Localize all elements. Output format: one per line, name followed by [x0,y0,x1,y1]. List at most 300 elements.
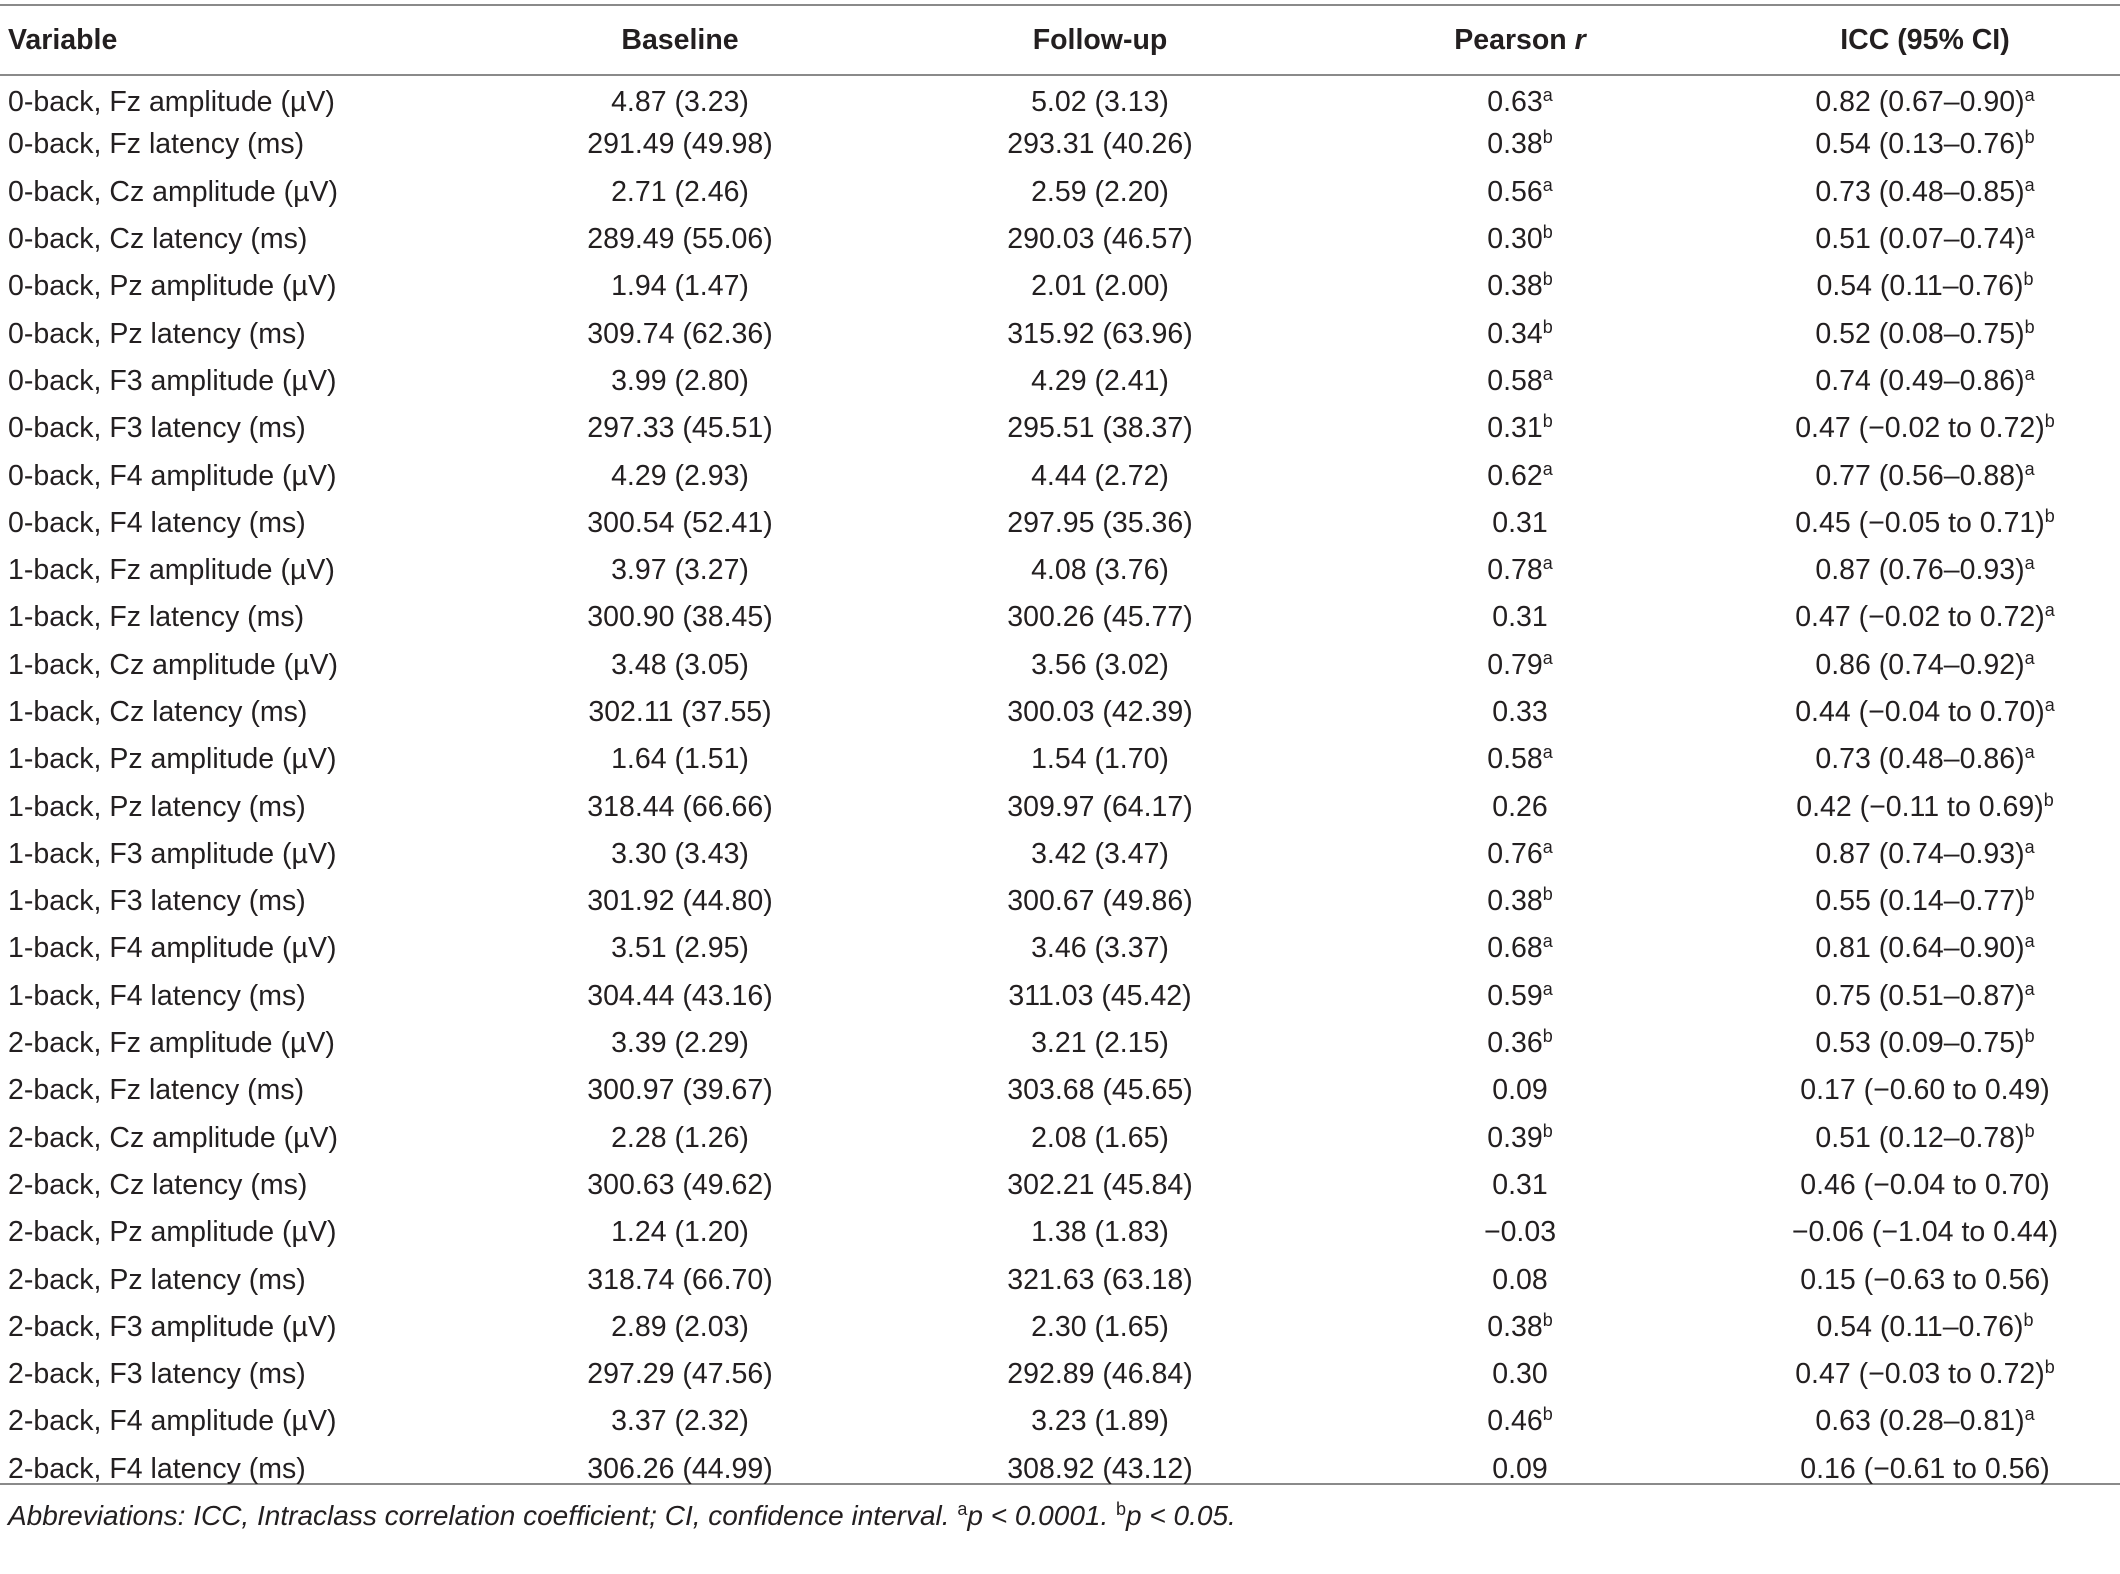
cell-icc [1730,1020,2120,1067]
icc-value: 0.73 (0.48–0.86) [1815,743,2025,776]
pearson-value: 0.09 [1492,1452,1548,1485]
pearson-value: 0.09 [1492,1074,1548,1107]
baseline-value: 3.48 (3.05) [611,648,749,681]
pearson-value: 0.34 [1487,317,1543,350]
cell-pearson [1310,547,1730,594]
baseline-value: 3.30 (3.43) [611,837,749,870]
pearson-value: 0.38 [1487,885,1543,918]
cell-baseline [470,878,890,925]
pearson-significance: a [1542,174,1553,195]
followup-value: 295.51 (38.37) [1007,412,1193,445]
cell-followup [890,500,1310,547]
table-row [0,500,2120,547]
header-pearson-text: Pearson [1454,23,1575,56]
cell-icc [1730,973,2120,1020]
cell-pearson [1310,1209,1730,1256]
baseline-value: 301.92 (44.80) [587,885,773,918]
cell-icc [1730,263,2120,310]
cell-followup [890,1351,1310,1398]
variable-text: 0-back, Pz latency (ms) [8,317,306,350]
cell-baseline [470,1020,890,1067]
table-row [0,1115,2120,1162]
cell-followup [890,925,1310,972]
table-row [0,925,2120,972]
header-row [0,6,2120,74]
icc-value: 0.82 (0.67–0.90) [1815,86,2025,119]
header-followup: Follow-up [1032,23,1168,56]
cell-variable [0,169,470,216]
cell-variable [0,216,470,263]
variable-text: 2-back, Pz amplitude (µV) [8,1216,337,1249]
table-row [0,1256,2120,1303]
icc-value: 0.47 (−0.03 to 0.72) [1795,1358,2045,1391]
variable-text: 1-back, Fz amplitude (µV) [8,554,335,587]
icc-value: 0.86 (0.74–0.92) [1815,648,2025,681]
table-row [0,310,2120,357]
pearson-value: 0.08 [1492,1263,1548,1296]
cell-variable [0,1067,470,1114]
pearson-value: 0.76 [1487,837,1543,870]
cell-followup [890,358,1310,405]
footnote-note-a: p < 0.0001. [967,1500,1117,1531]
table-row [0,689,2120,736]
cell-baseline [470,310,890,357]
cell-variable [0,783,470,830]
cell-followup [890,783,1310,830]
icc-value: 0.54 (0.11–0.76) [1816,270,2024,303]
baseline-value: 3.51 (2.95) [611,932,749,965]
reliability-table [0,6,2120,1493]
cell-pearson [1310,1304,1730,1351]
cell-followup [890,310,1310,357]
cell-baseline [470,689,890,736]
cell-icc [1730,405,2120,452]
cell-variable [0,736,470,783]
cell-variable [0,1304,470,1351]
baseline-value: 4.29 (2.93) [611,459,749,492]
variable-text: 1-back, Cz latency (ms) [8,696,308,728]
cell-baseline [470,831,890,878]
cell-followup [890,1020,1310,1067]
icc-significance: b [2043,789,2054,810]
icc-value: 0.77 (0.56–0.88) [1815,459,2025,492]
cell-icc [1730,1067,2120,1114]
table-row [0,594,2120,641]
variable-text: 2-back, F3 latency (ms) [8,1358,306,1391]
table-row [0,1304,2120,1351]
variable-text: 1-back, F3 latency (ms) [8,885,306,918]
followup-value: 300.26 (45.77) [1007,601,1193,634]
table-footnote [8,1500,1236,1532]
followup-value: 300.03 (42.39) [1007,696,1193,728]
pearson-value: 0.30 [1492,1358,1548,1391]
header-baseline: Baseline [621,23,739,56]
cell-icc [1730,358,2120,405]
pearson-value: 0.38 [1487,270,1543,303]
variable-text: 1-back, Pz latency (ms) [8,790,306,823]
icc-significance: b [2044,411,2055,432]
icc-value: 0.55 (0.14–0.77) [1815,885,2025,918]
cell-followup [890,1398,1310,1445]
pearson-significance: a [1542,85,1553,106]
variable-text: 2-back, Pz latency (ms) [8,1263,306,1296]
followup-value: 4.08 (3.76) [1031,554,1169,587]
icc-significance: b [2024,127,2035,148]
cell-icc [1730,500,2120,547]
variable-text: 1-back, F4 latency (ms) [8,979,306,1012]
cell-icc [1730,452,2120,499]
cell-pearson [1310,358,1730,405]
variable-text: 1-back, F4 amplitude (µV) [8,932,337,965]
cell-icc [1730,547,2120,594]
icc-value: 0.47 (−0.02 to 0.72) [1795,412,2045,445]
pearson-value: 0.59 [1487,979,1543,1012]
pearson-significance: a [1542,458,1553,479]
variable-text: 0-back, F4 latency (ms) [8,506,306,539]
cell-followup [890,973,1310,1020]
cell-icc [1730,169,2120,216]
table-row [0,783,2120,830]
pearson-value: 0.78 [1487,554,1543,587]
followup-value: 1.38 (1.83) [1031,1216,1169,1249]
icc-significance: b [2023,1309,2034,1330]
cell-followup [890,169,1310,216]
cell-icc [1730,1398,2120,1445]
pearson-significance: b [1542,411,1553,432]
pearson-value: 0.58 [1487,364,1543,397]
cell-icc [1730,1256,2120,1303]
icc-significance: a [2024,174,2035,195]
pearson-value: 0.46 [1487,1405,1543,1438]
icc-value: 0.73 (0.48–0.85) [1815,175,2025,208]
cell-baseline [470,263,890,310]
cell-followup [890,736,1310,783]
variable-text: 0-back, F3 latency (ms) [8,412,306,445]
followup-value: 290.03 (46.57) [1007,223,1193,256]
pearson-significance: b [1542,269,1553,290]
followup-value: 311.03 (45.42) [1008,979,1192,1012]
cell-icc [1730,642,2120,689]
cell-pearson [1310,831,1730,878]
pearson-significance: a [1542,742,1553,763]
cell-pearson [1310,736,1730,783]
cell-variable [0,405,470,452]
baseline-value: 300.90 (38.45) [587,601,773,634]
icc-value: 0.52 (0.08–0.75) [1815,317,2025,350]
baseline-value: 2.71 (2.46) [611,175,749,208]
baseline-value: 4.87 (3.23) [611,86,749,119]
pearson-significance: a [1542,553,1553,574]
cell-pearson [1310,263,1730,310]
cell-followup [890,1446,1310,1493]
cell-followup [890,1304,1310,1351]
baseline-value: 1.94 (1.47) [611,270,749,303]
cell-pearson [1310,1398,1730,1445]
table-row [0,1067,2120,1114]
followup-value: 300.67 (49.86) [1007,885,1193,918]
variable-text: 1-back, F3 amplitude (µV) [8,837,337,870]
followup-value: 2.01 (2.00) [1031,270,1169,303]
followup-value: 321.63 (63.18) [1007,1263,1193,1296]
cell-baseline [470,169,890,216]
cell-pearson [1310,594,1730,641]
pearson-significance: a [1542,363,1553,384]
baseline-value: 3.97 (3.27) [611,554,749,587]
cell-icc [1730,1115,2120,1162]
cell-variable [0,1351,470,1398]
cell-variable [0,1020,470,1067]
cell-baseline [470,74,890,121]
icc-significance: a [2044,600,2055,621]
icc-significance: a [2024,1404,2035,1425]
pearson-significance: b [1542,1120,1553,1141]
baseline-value: 318.74 (66.70) [587,1263,773,1296]
cell-icc [1730,1162,2120,1209]
cell-variable [0,1256,470,1303]
pearson-value: 0.38 [1487,1310,1543,1343]
cell-followup [890,74,1310,121]
followup-value: 2.30 (1.65) [1031,1310,1169,1343]
table-row [0,1209,2120,1256]
cell-followup [890,547,1310,594]
header-variable: Variable [8,23,118,56]
followup-value: 4.44 (2.72) [1031,459,1169,492]
cell-variable [0,594,470,641]
variable-text: 0-back, Fz amplitude (µV) [8,86,335,119]
pearson-value: 0.62 [1487,459,1543,492]
cell-followup [890,1067,1310,1114]
cell-followup [890,689,1310,736]
pearson-value: 0.31 [1492,506,1548,539]
cell-baseline [470,358,890,405]
table-row [0,169,2120,216]
followup-value: 293.31 (40.26) [1007,128,1193,161]
cell-variable [0,1398,470,1445]
cell-baseline [470,594,890,641]
variable-text: 1-back, Fz latency (ms) [8,601,305,634]
icc-significance: b [2024,1120,2035,1141]
baseline-value: 309.74 (62.36) [587,317,773,350]
baseline-value: 291.49 (49.98) [587,128,773,161]
icc-significance: b [2023,269,2034,290]
cell-followup [890,263,1310,310]
cell-baseline [470,1398,890,1445]
pearson-value: 0.31 [1487,412,1543,445]
cell-pearson [1310,925,1730,972]
icc-significance: a [2044,695,2055,715]
icc-value: 0.46 (−0.04 to 0.70) [1800,1168,2050,1201]
pearson-value: 0.30 [1487,223,1543,256]
icc-value: 0.54 (0.13–0.76) [1815,128,2025,161]
icc-value: 0.42 (−0.11 to 0.69) [1796,790,2044,823]
pearson-value: 0.56 [1487,175,1543,208]
icc-value: 0.51 (0.12–0.78) [1815,1121,2025,1154]
cell-pearson [1310,216,1730,263]
table-row [0,121,2120,168]
cell-variable [0,547,470,594]
pearson-significance: b [1542,316,1553,337]
cell-icc [1730,594,2120,641]
followup-value: 302.21 (45.84) [1007,1168,1193,1201]
cell-pearson [1310,1020,1730,1067]
pearson-value: 0.31 [1492,1168,1548,1201]
icc-significance: a [2024,836,2035,857]
cell-variable [0,74,470,121]
icc-significance: b [2024,1026,2035,1047]
cell-pearson [1310,1446,1730,1493]
cell-variable [0,689,470,736]
icc-significance: a [2024,363,2035,384]
cell-followup [890,642,1310,689]
pearson-significance: a [1542,836,1553,857]
cell-pearson [1310,1162,1730,1209]
followup-value: 308.92 (43.12) [1007,1452,1193,1485]
cell-variable [0,121,470,168]
cell-variable [0,642,470,689]
cell-baseline [470,642,890,689]
variable-text: 2-back, Fz latency (ms) [8,1074,305,1107]
baseline-value: 318.44 (66.66) [587,790,773,823]
cell-followup [890,1209,1310,1256]
followup-value: 1.54 (1.70) [1031,743,1169,776]
cell-baseline [470,405,890,452]
cell-followup [890,216,1310,263]
cell-followup [890,452,1310,499]
cell-baseline [470,1209,890,1256]
pearson-significance: b [1542,884,1553,905]
variable-text: 0-back, Cz latency (ms) [8,223,308,256]
baseline-value: 3.99 (2.80) [611,364,749,397]
cell-baseline [470,1304,890,1351]
icc-value: 0.17 (−0.60 to 0.49) [1800,1074,2050,1107]
baseline-value: 297.29 (47.56) [587,1358,773,1391]
baseline-value: 3.37 (2.32) [611,1405,749,1438]
followup-value: 292.89 (46.84) [1007,1358,1193,1391]
icc-significance: a [2024,647,2035,668]
cell-followup [890,1256,1310,1303]
cell-pearson [1310,74,1730,121]
cell-icc [1730,736,2120,783]
variable-text: 2-back, F3 amplitude (µV) [8,1310,337,1343]
cell-pearson [1310,642,1730,689]
pearson-value: 0.26 [1492,790,1548,823]
icc-value: 0.87 (0.76–0.93) [1815,554,2025,587]
pearson-significance: b [1542,1309,1553,1330]
cell-baseline [470,1446,890,1493]
followup-value: 5.02 (3.13) [1031,86,1169,119]
cell-baseline [470,216,890,263]
icc-significance: a [2024,978,2035,999]
cell-baseline [470,1256,890,1303]
table-row [0,878,2120,925]
icc-value: 0.53 (0.09–0.75) [1815,1027,2025,1060]
followup-value: 4.29 (2.41) [1031,364,1169,397]
cell-followup [890,1115,1310,1162]
header-icc: ICC (95% CI) [1840,23,2010,56]
cell-variable [0,831,470,878]
variable-text: 0-back, Pz amplitude (µV) [8,270,337,303]
followup-value: 3.23 (1.89) [1031,1405,1169,1438]
table-row [0,642,2120,689]
baseline-value: 297.33 (45.51) [587,412,773,445]
cell-variable [0,358,470,405]
icc-value: 0.45 (−0.05 to 0.71) [1795,506,2045,539]
table-row [0,831,2120,878]
baseline-value: 2.89 (2.03) [611,1310,749,1343]
pearson-value: 0.33 [1492,696,1548,728]
cell-baseline [470,925,890,972]
cell-baseline [470,452,890,499]
cell-pearson [1310,973,1730,1020]
cell-followup [890,878,1310,925]
cell-variable [0,1209,470,1256]
cell-baseline [470,1067,890,1114]
followup-value: 309.97 (64.17) [1007,790,1193,823]
table-row [0,973,2120,1020]
cell-baseline [470,1162,890,1209]
icc-value: 0.51 (0.07–0.74) [1815,223,2025,256]
table-row [0,263,2120,310]
pearson-value: 0.38 [1487,128,1543,161]
followup-value: 303.68 (45.65) [1007,1074,1193,1107]
cell-pearson [1310,452,1730,499]
pearson-significance: a [1542,931,1553,952]
pearson-value: 0.58 [1487,743,1543,776]
baseline-value: 1.64 (1.51) [611,743,749,776]
icc-value: 0.16 (−0.61 to 0.56) [1800,1452,2050,1485]
table-row [0,1398,2120,1445]
icc-significance: b [2024,884,2035,905]
table-row [0,452,2120,499]
pearson-value: 0.39 [1487,1121,1543,1154]
cell-variable [0,878,470,925]
footnote-abbreviations: Abbreviations: ICC, Intraclass correlation coefficient; CI, confidence interval. [8,1500,958,1531]
icc-value: 0.74 (0.49–0.86) [1815,364,2025,397]
cell-pearson [1310,1115,1730,1162]
baseline-value: 300.54 (52.41) [587,506,773,539]
table-row [0,405,2120,452]
baseline-value: 300.97 (39.67) [587,1074,773,1107]
icc-value: 0.44 (−0.04 to 0.70) [1795,696,2045,728]
baseline-value: 289.49 (55.06) [587,223,773,256]
cell-followup [890,1162,1310,1209]
cell-pearson [1310,169,1730,216]
variable-text: 2-back, Cz latency (ms) [8,1168,308,1201]
icc-significance: a [2024,931,2035,952]
baseline-value: 3.39 (2.29) [611,1027,749,1060]
table-row [0,1351,2120,1398]
cell-pearson [1310,405,1730,452]
cell-icc [1730,925,2120,972]
table-row [0,358,2120,405]
cell-icc [1730,689,2120,736]
followup-value: 3.42 (3.47) [1031,837,1169,870]
icc-significance: b [2044,505,2055,526]
baseline-value: 300.63 (49.62) [587,1168,773,1201]
baseline-value: 302.11 (37.55) [588,696,772,728]
cell-icc [1730,1304,2120,1351]
cell-baseline [470,1115,890,1162]
table-row [0,547,2120,594]
cell-pearson [1310,1256,1730,1303]
baseline-value: 2.28 (1.26) [611,1121,749,1154]
footnote-note-b: p < 0.05. [1126,1500,1236,1531]
pearson-value: −0.03 [1483,1216,1557,1249]
pearson-significance: b [1542,1026,1553,1047]
followup-value: 3.56 (3.02) [1031,648,1169,681]
table-header [0,6,2120,74]
icc-significance: b [2044,1357,2055,1378]
